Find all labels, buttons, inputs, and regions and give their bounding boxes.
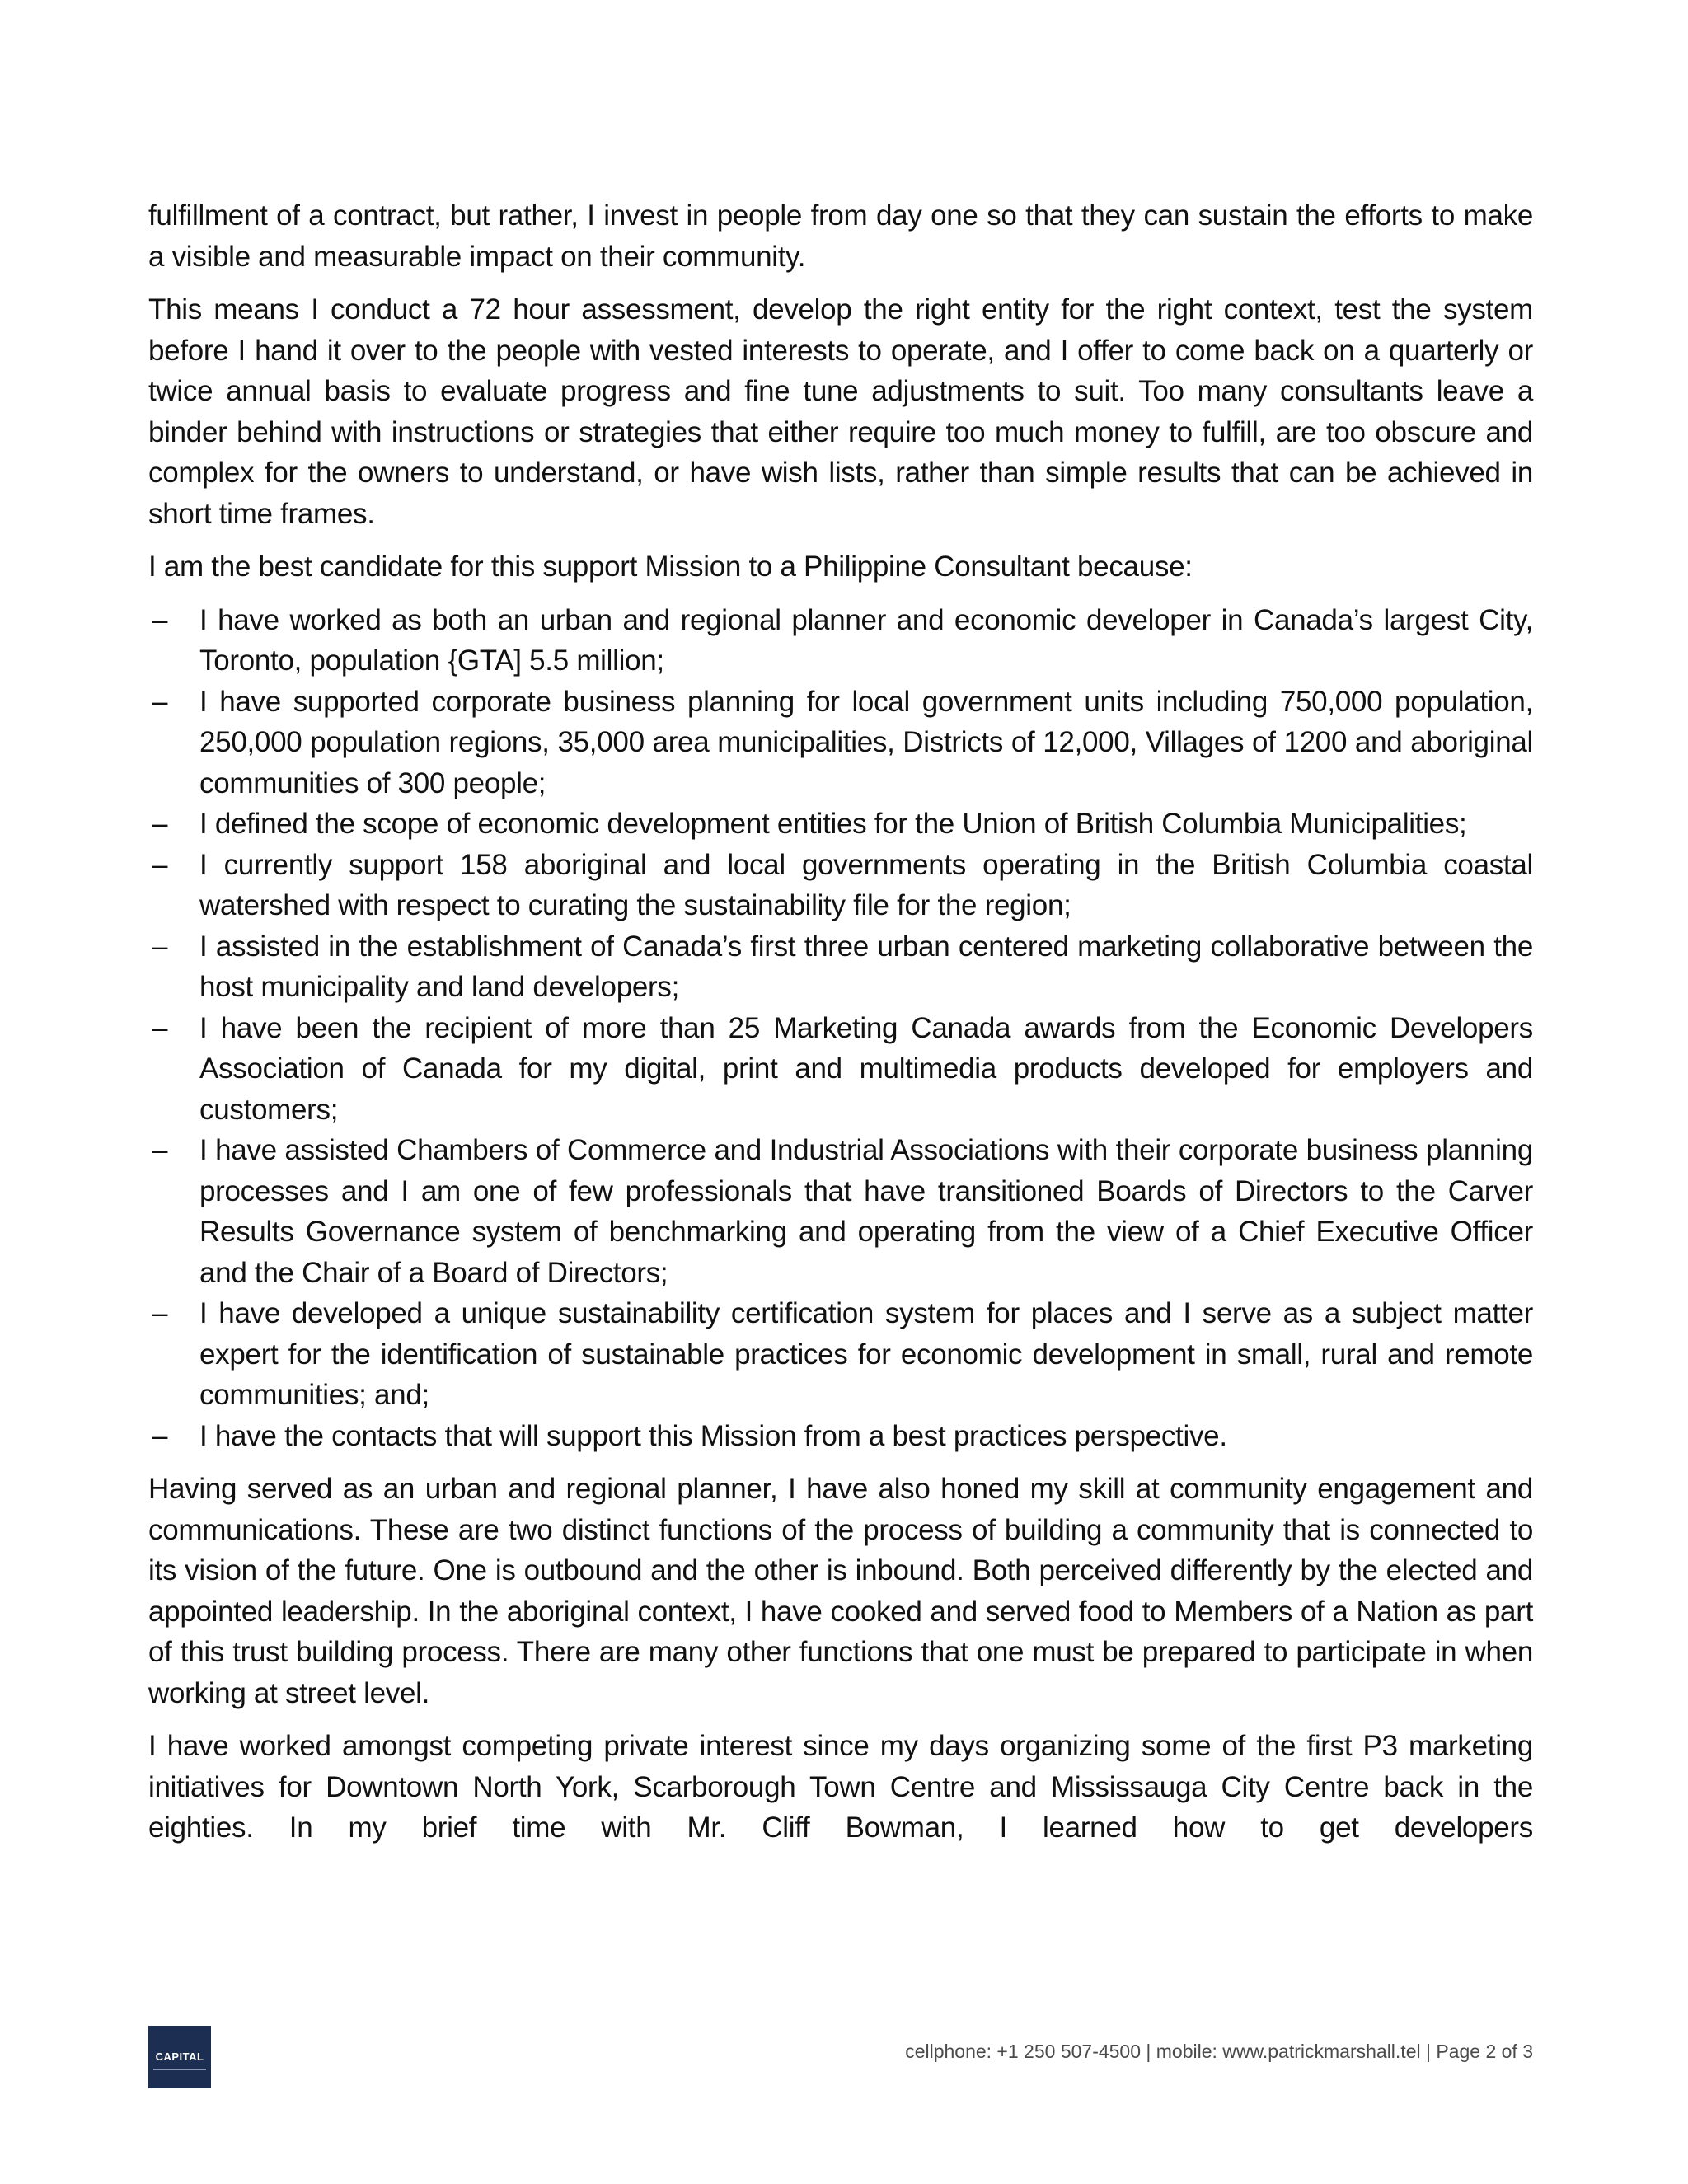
- logo-text: CAPITAL: [155, 2050, 204, 2063]
- list-item: [148, 600, 1533, 682]
- list-item-text: I have worked as both an urban and regional planner and economic developer in Canada’s largest City, Toronto, population {GTA] 5.5 million;: [199, 603, 1533, 677]
- dash-bullet-icon: –: [152, 685, 168, 718]
- paragraph: fulfillment of a contract, but rather, I invest in people from day one so that they can sustain the efforts to make a visible and measurable impact on their community.: [148, 199, 1533, 273]
- list-item: [148, 926, 1533, 1008]
- dash-bullet-icon: –: [152, 930, 168, 963]
- list-item: [148, 1293, 1533, 1416]
- list-item-text: I have developed a unique sustainability certification system for places and I serve as a subject matter expert for the identification of sustainable practices for economic development in small, rural and remote communities; and;: [199, 1297, 1533, 1411]
- list-item-text: I have assisted Chambers of Commerce and Industrial Associations with their corporate business planning processes and I am one of few professionals that have transitioned Boards of Directors to the Carver Results Governance system of benchmarking and operating from the view of a Chief Executive Officer and the Chair of a Board of Directors;: [199, 1134, 1533, 1289]
- list-item-text: I defined the scope of economic development entities for the Union of British Columbia Municipalities;: [199, 808, 1467, 840]
- capital-logo: [148, 2026, 211, 2088]
- list-item-text: I assisted in the establishment of Canada’s first three urban centered marketing collaborative between the host municipality and land developers;: [199, 930, 1533, 1003]
- dash-bullet-icon: –: [152, 808, 168, 840]
- list-item-text: I have been the recipient of more than 25 Marketing Canada awards from the Economic Developers Association of Canada for my digital, print and multimedia products developed for employers and customers;: [199, 1011, 1533, 1126]
- dash-bullet-icon: –: [152, 1297, 168, 1329]
- footer-contact-line: cellphone: +1 250 507-4500 | mobile: www.patrickmarshall.tel | Page 2 of 3: [905, 2041, 1533, 2062]
- list-item-text: I have the contacts that will support this Mission from a best practices perspective.: [199, 1419, 1227, 1452]
- paragraph: I am the best candidate for this support Mission to a Philippine Consultant because:: [148, 551, 1193, 583]
- dash-bullet-icon: –: [152, 1134, 168, 1166]
- dash-bullet-icon: –: [152, 603, 168, 636]
- list-item: [148, 682, 1533, 804]
- list-item: [148, 1008, 1533, 1131]
- qualifications-list: [148, 600, 1533, 1457]
- paragraph: Having served as an urban and regional planner, I have also honed my skill at community engagement and communications. These are two distinct functions of the process of building a community that is connected to its vision of the future. One is outbound and the other is inbound. Both perceived differently by the elected and appointed leadership. In the aboriginal context, I have cooked and served food to Members of a Nation as part of this trust building process. There are many other functions that one must be prepared to participate in when working at street level.: [148, 1473, 1533, 1709]
- list-item: [148, 845, 1533, 926]
- list-item-text: I currently support 158 aboriginal and local governments operating in the British Columbia coastal watershed with respect to curating the sustainability file for the region;: [199, 848, 1533, 921]
- paragraph: This means I conduct a 72 hour assessment, develop the right entity for the right context, test the system before I hand it over to the people with vested interests to operate, and I offer to come back on a quarterly or twice annual basis to evaluate progress and fine tune adjustments to suit. Too many consultants leave a binder behind with instructions or strategies that either require too much money to fulfill, are too obscure and complex for the owners to understand, or have wish lists, rather than simple results that can be achieved in short time frames.: [148, 293, 1533, 530]
- list-item: [148, 1416, 1533, 1457]
- page-footer: [148, 2011, 1533, 2077]
- list-item-text: I have supported corporate business planning for local government units including 750,000 population, 250,000 population regions, 35,000 area municipalities, Districts of 12,000, Villages of 1200 and aboriginal communities of 300 people;: [199, 685, 1533, 799]
- dash-bullet-icon: –: [152, 1419, 168, 1452]
- paragraph: I have worked amongst competing private interest since my days organizing some of the first P3 marketing initiatives for Downtown North York, Scarborough Town Centre and Mississauga City Centre back in the eighties. In my brief time with Mr. Cliff Bowman, I learned how to get developers: [148, 1730, 1533, 1844]
- dash-bullet-icon: –: [152, 848, 168, 881]
- list-item: [148, 804, 1533, 845]
- logo-stripe: [153, 2069, 206, 2070]
- document-body: [148, 195, 1533, 1861]
- dash-bullet-icon: –: [152, 1011, 168, 1044]
- list-item: [148, 1130, 1533, 1293]
